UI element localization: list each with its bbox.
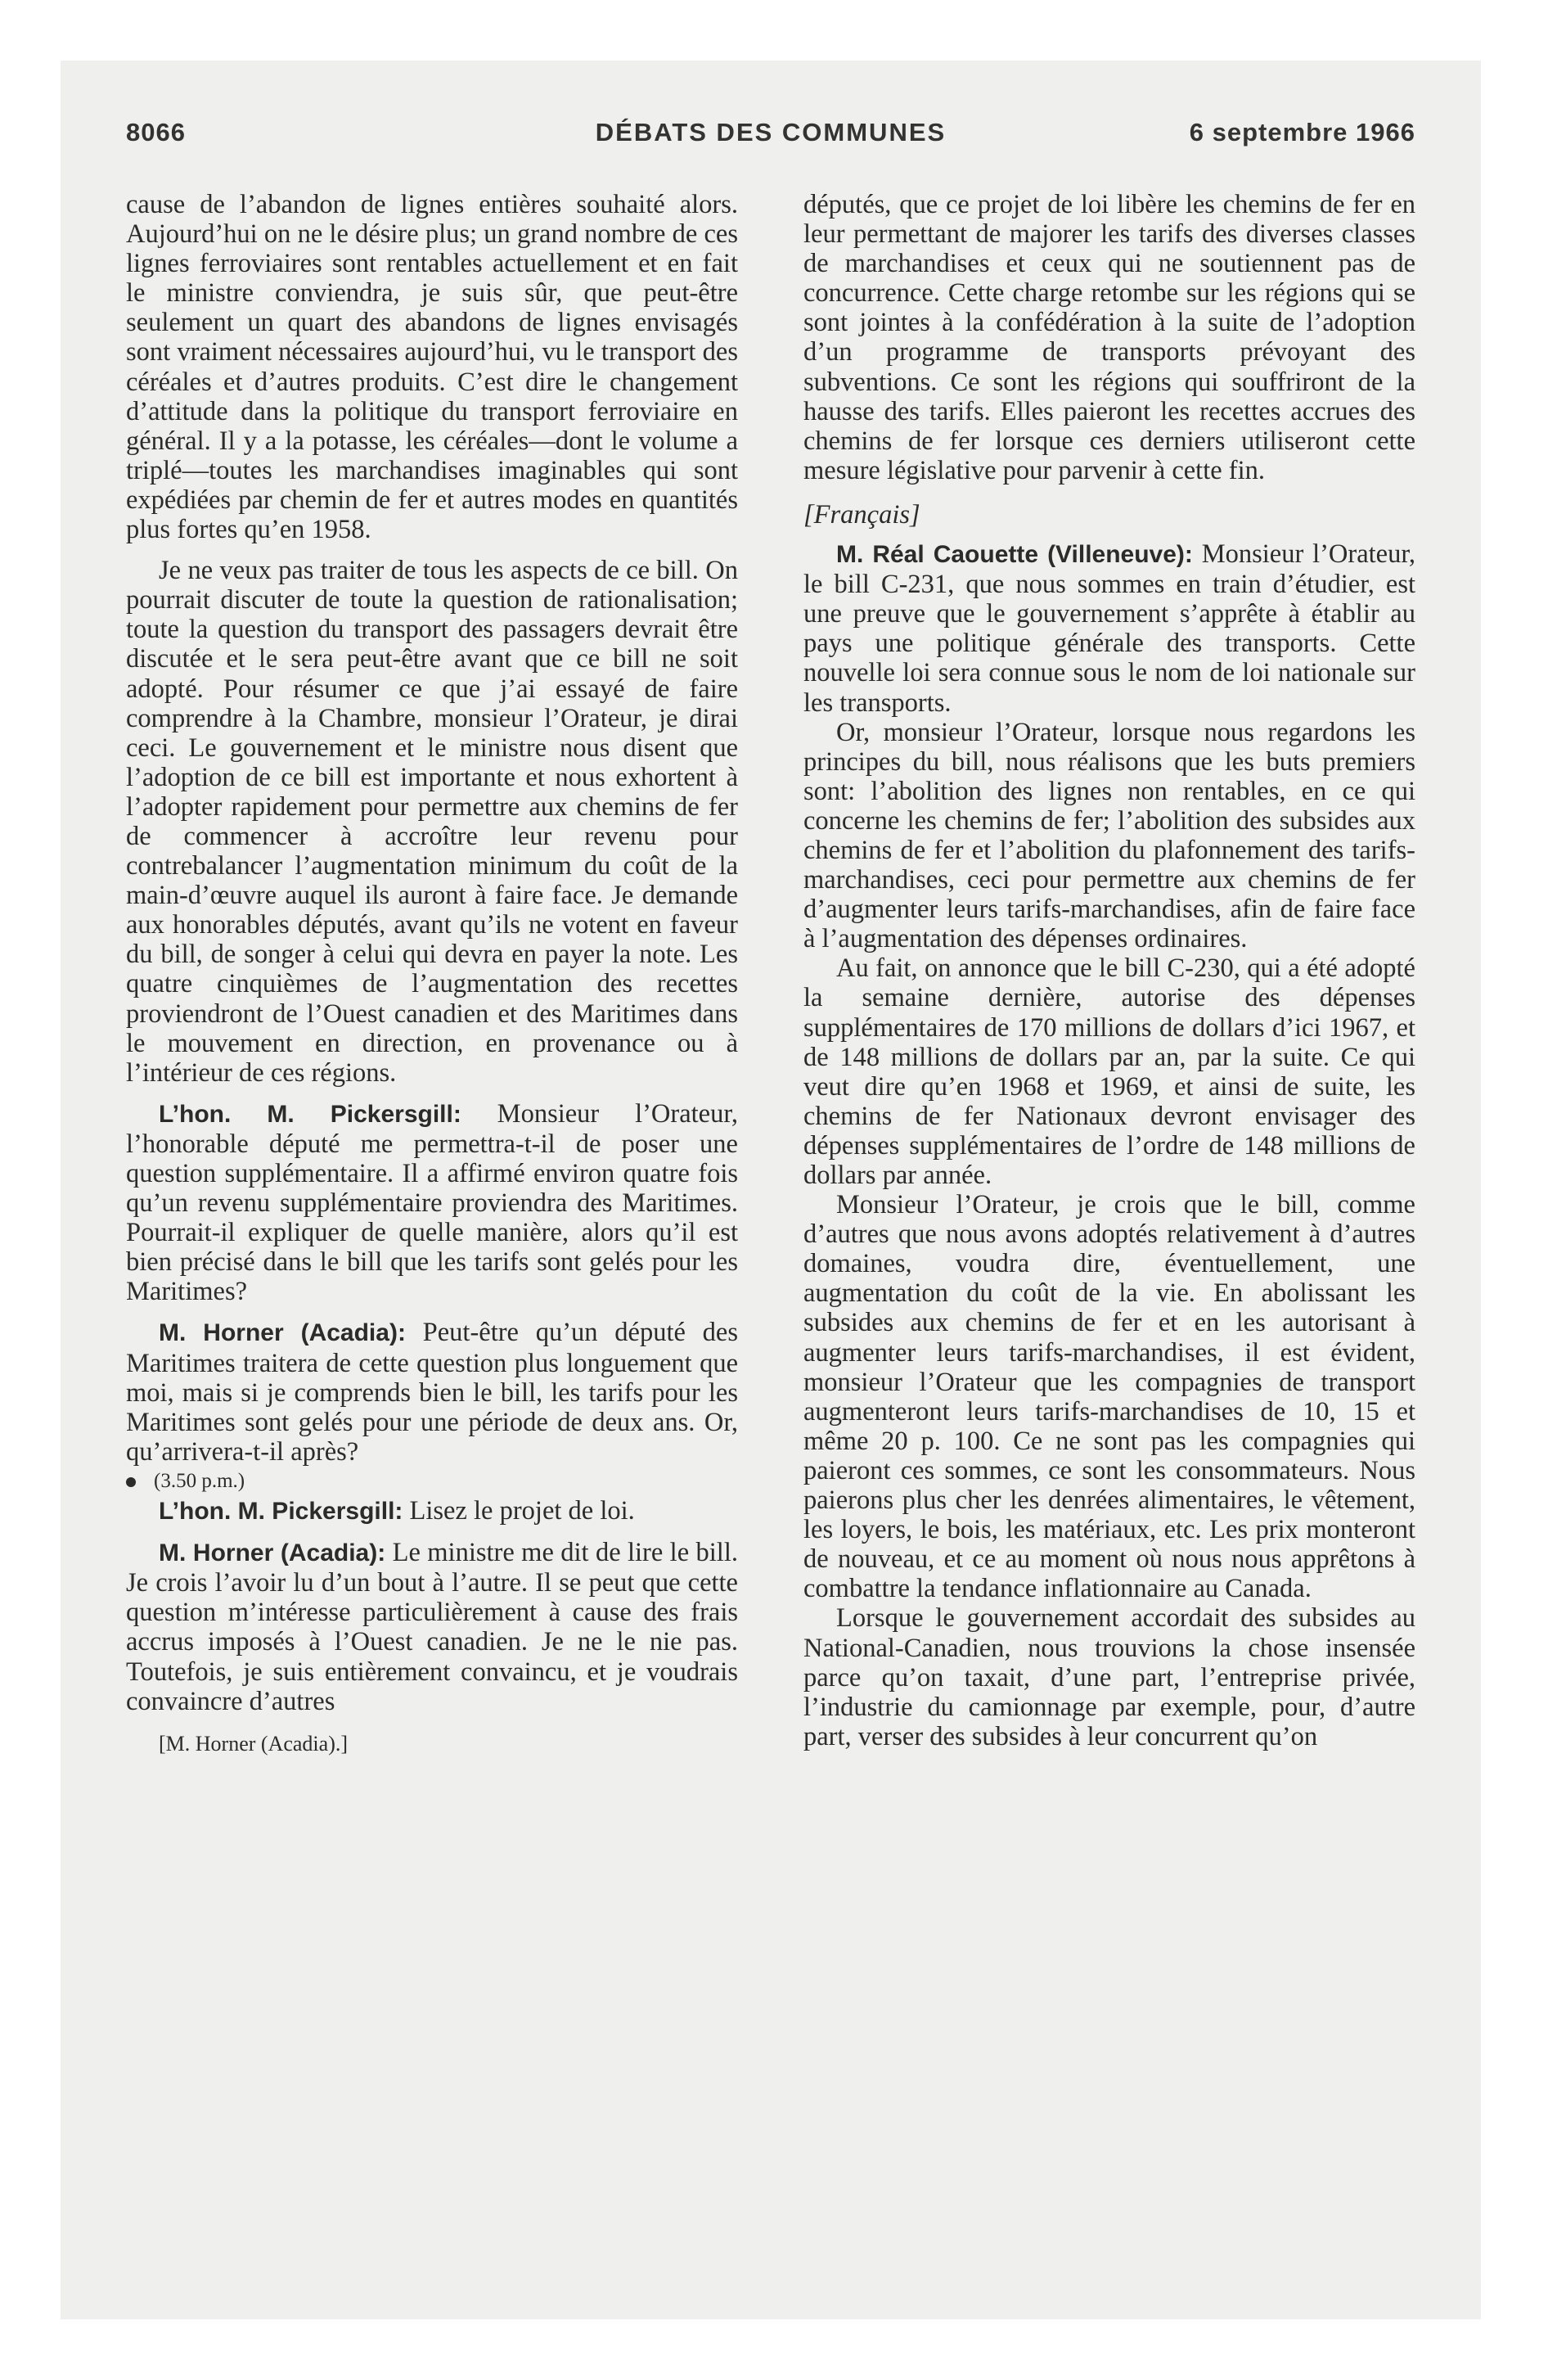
right-column — [803, 190, 1415, 1751]
publication-title: DÉBATS DES COMMUNES — [595, 118, 947, 146]
speech-paragraph — [126, 1099, 738, 1307]
paragraph: députés, que ce projet de loi libère les chemins de fer en leur permettant de majorer les tarifs des diverses classes de marchandises et ceux qui ne soutiennent pas de concurrence. Cette charge retombe sur les régions qui se sont jointes à la confédération à la suite de l’adoption d’un programme de transports prévoyant des subventions. Ce sont les régions qui souffriront de la hausse des tarifs. Elles paieront les recettes accrues des chemins de fer lorsque ces derniers utiliseront cette mesure législative pour parvenir à cette fin. — [803, 190, 1415, 485]
page — [61, 61, 1481, 2319]
bullet-icon — [126, 1477, 136, 1487]
speech-paragraph — [803, 539, 1415, 718]
speech-text: Le ministre me dit de lire le bill. Je crois l’avoir lu d’un bout à l’autre. Il se peut que cette question m’intéresse particulièrement à cause des frais accrus imposés à l’Ouest canadien. Je ne le nie pas. Toutefois, je suis entièrement convaincu, et je voudrais convaincre d’autres — [126, 1538, 738, 1716]
page-header — [126, 118, 1415, 151]
paragraph: Au fait, on annonce que le bill C-230, qui a été adopté la semaine dernière, autorise des dépenses supplémentaires de 170 millions de dollars d’ici 1967, et de 148 millions de dollars par an, par la suite. Ce qui veut dire qu’en 1968 et 1969, et ainsi de suite, les chemins de fer Nationaux devront envisager des dépenses supplémentaires de l’ordre de 148 millions de dollars par année. — [803, 953, 1415, 1190]
page-number: 8066 — [126, 118, 186, 146]
paragraph: Je ne veux pas traiter de tous les aspects de ce bill. On pourrait discuter de toute la question de rationalisation; toute la question du transport des passagers devrait être discutée et le sera peut-être avant que ce bill ne soit adopté. Pour résumer ce que j’ai essayé de faire comprendre à la Chambre, monsieur l’Orateur, je dirai ceci. Le gouvernement et le ministre nous disent que l’adoption de ce bill est importante et nous exhortent à l’adopter rapidement pour permettre aux chemins de fer de commencer à accroître leur revenu pour contrebalancer l’augmentation minimum du coût de la main-d’œuvre auquel ils auront à faire face. Je demande aux honorables députés, avant qu’ils ne votent en faveur du bill, de songer à celui qui devra en payer la note. Les quatre cinquièmes de l’augmentation des recettes proviendront de l’Ouest canadien et des Maritimes dans le mouvement en direction, en provenance ou à l’intérieur de ces régions. — [126, 556, 738, 1088]
speech-paragraph — [126, 1496, 738, 1526]
paragraph: cause de l’abandon de lignes entières souhaité alors. Aujourd’hui on ne le désire plus; un grand nombre de ces lignes ferroviaires sont rentables actuellement et en fait le ministre conviendra, je suis sûr, que peut-être seulement un quart des abandons de lignes envisagés sont vraiment nécessaires aujourd’hui, vu le transport des céréales et d’autres produits. C’est dire le changement d’attitude dans la politique du transport ferroviaire en général. Il y a la potasse, les céréales—dont le volume a triplé—toutes les marchandises imaginables qui sont expédiées par chemin de fer et autres modes en quantités plus fortes qu’en 1958. — [126, 190, 738, 545]
speaker-reference: [M. Horner (Acadia).] — [159, 1731, 349, 1756]
speech-text: Monsieur l’Orateur, le bill C-231, que nous sommes en train d’étudier, est une preuve que le gouvernement s’apprête à établir au pays une politique générale des transports. Cette nouvelle loi sera connue sous le nom de loi nationale sur les transports. — [803, 539, 1415, 718]
speaker-name: M. Horner (Acadia): — [159, 1539, 386, 1567]
speech-paragraph — [126, 1538, 738, 1716]
left-column — [126, 190, 738, 1759]
speech-text: Peut-être qu’un député des Maritimes traitera de cette question plus longuement que moi, mais si je comprends bien le bill, les tarifs pour les Maritimes sont gelés pour une période de deux ans. Or, qu’arrivera-t-il après? — [126, 1318, 738, 1467]
paragraph: Or, monsieur l’Orateur, lorsque nous regardons les principes du bill, nous réalisons que les buts premiers sont: l’abolition des lignes non rentables, en ce qui concerne les chemins de fer; l’abolition des subsides aux chemins de fer et l’abolition du plafonnement des tarifs-marchandises, ceci pour permettre aux chemins de fer d’augmenter leurs tarifs-marchandises, afin de faire face à l’augmentation des dépenses ordinaires. — [803, 717, 1415, 954]
speaker-name: M. Horner (Acadia): — [159, 1319, 406, 1347]
speech-text: Monsieur l’Orateur, l’honorable député me permettra-t-il de poser une question supplémentaire. Il a affirmé environ quatre fois qu’un revenu supplémentaire proviendra des Maritimes. Pourrait-il expliquer de quelle manière, alors qu’il est bien précisé dans le bill que les tarifs sont gelés pour les Maritimes? — [126, 1098, 739, 1307]
speaker-name: L’hon. M. Pickersgill: — [159, 1100, 461, 1128]
speaker-name: M. Réal Caouette (Villeneuve): — [836, 541, 1193, 569]
speech-paragraph — [126, 1318, 738, 1466]
speech-text: Lisez le projet de loi. — [403, 1496, 635, 1526]
language-marker: [Français] — [803, 499, 920, 530]
speaker-name: L’hon. M. Pickersgill: — [159, 1498, 403, 1526]
time-stamp: (3.50 p.m.) — [126, 1467, 738, 1496]
paragraph: Lorsque le gouvernement accordait des subsides au National-Canadien, nous trouvions la chose insensée parce qu’on taxait, d’une part, l’entreprise privée, l’industrie du camionnage par exemple, pour, d’autre part, verser des subsides à leur concurrent qu’on — [803, 1603, 1415, 1751]
page-date: 6 septembre 1966 — [1189, 118, 1415, 146]
paragraph: Monsieur l’Orateur, je crois que le bill, comme d’autres que nous avons adoptés relativement à d’autres domaines, voudra dire, éventuellement, une augmentation du coût de la vie. En abolissant les subsides aux chemins de fer et en les autorisant à augmenter leurs tarifs-marchandises, il est évident, monsieur l’Orateur que les compagnies de transport augmenteront leurs tarifs-marchandises de 10, 15 et même 20 p. 100. Ce ne sont pas les compagnies qui paieront ces sommes, ce sont les consommateurs. Nous paierons plus cher les denrées alimentaires, le vêtement, les loyers, le bois, les matériaux, etc. Les prix monteront de nouveau, et ce au moment où nous nous apprêtons à combattre la tendance inflationnaire au Canada. — [803, 1190, 1415, 1604]
